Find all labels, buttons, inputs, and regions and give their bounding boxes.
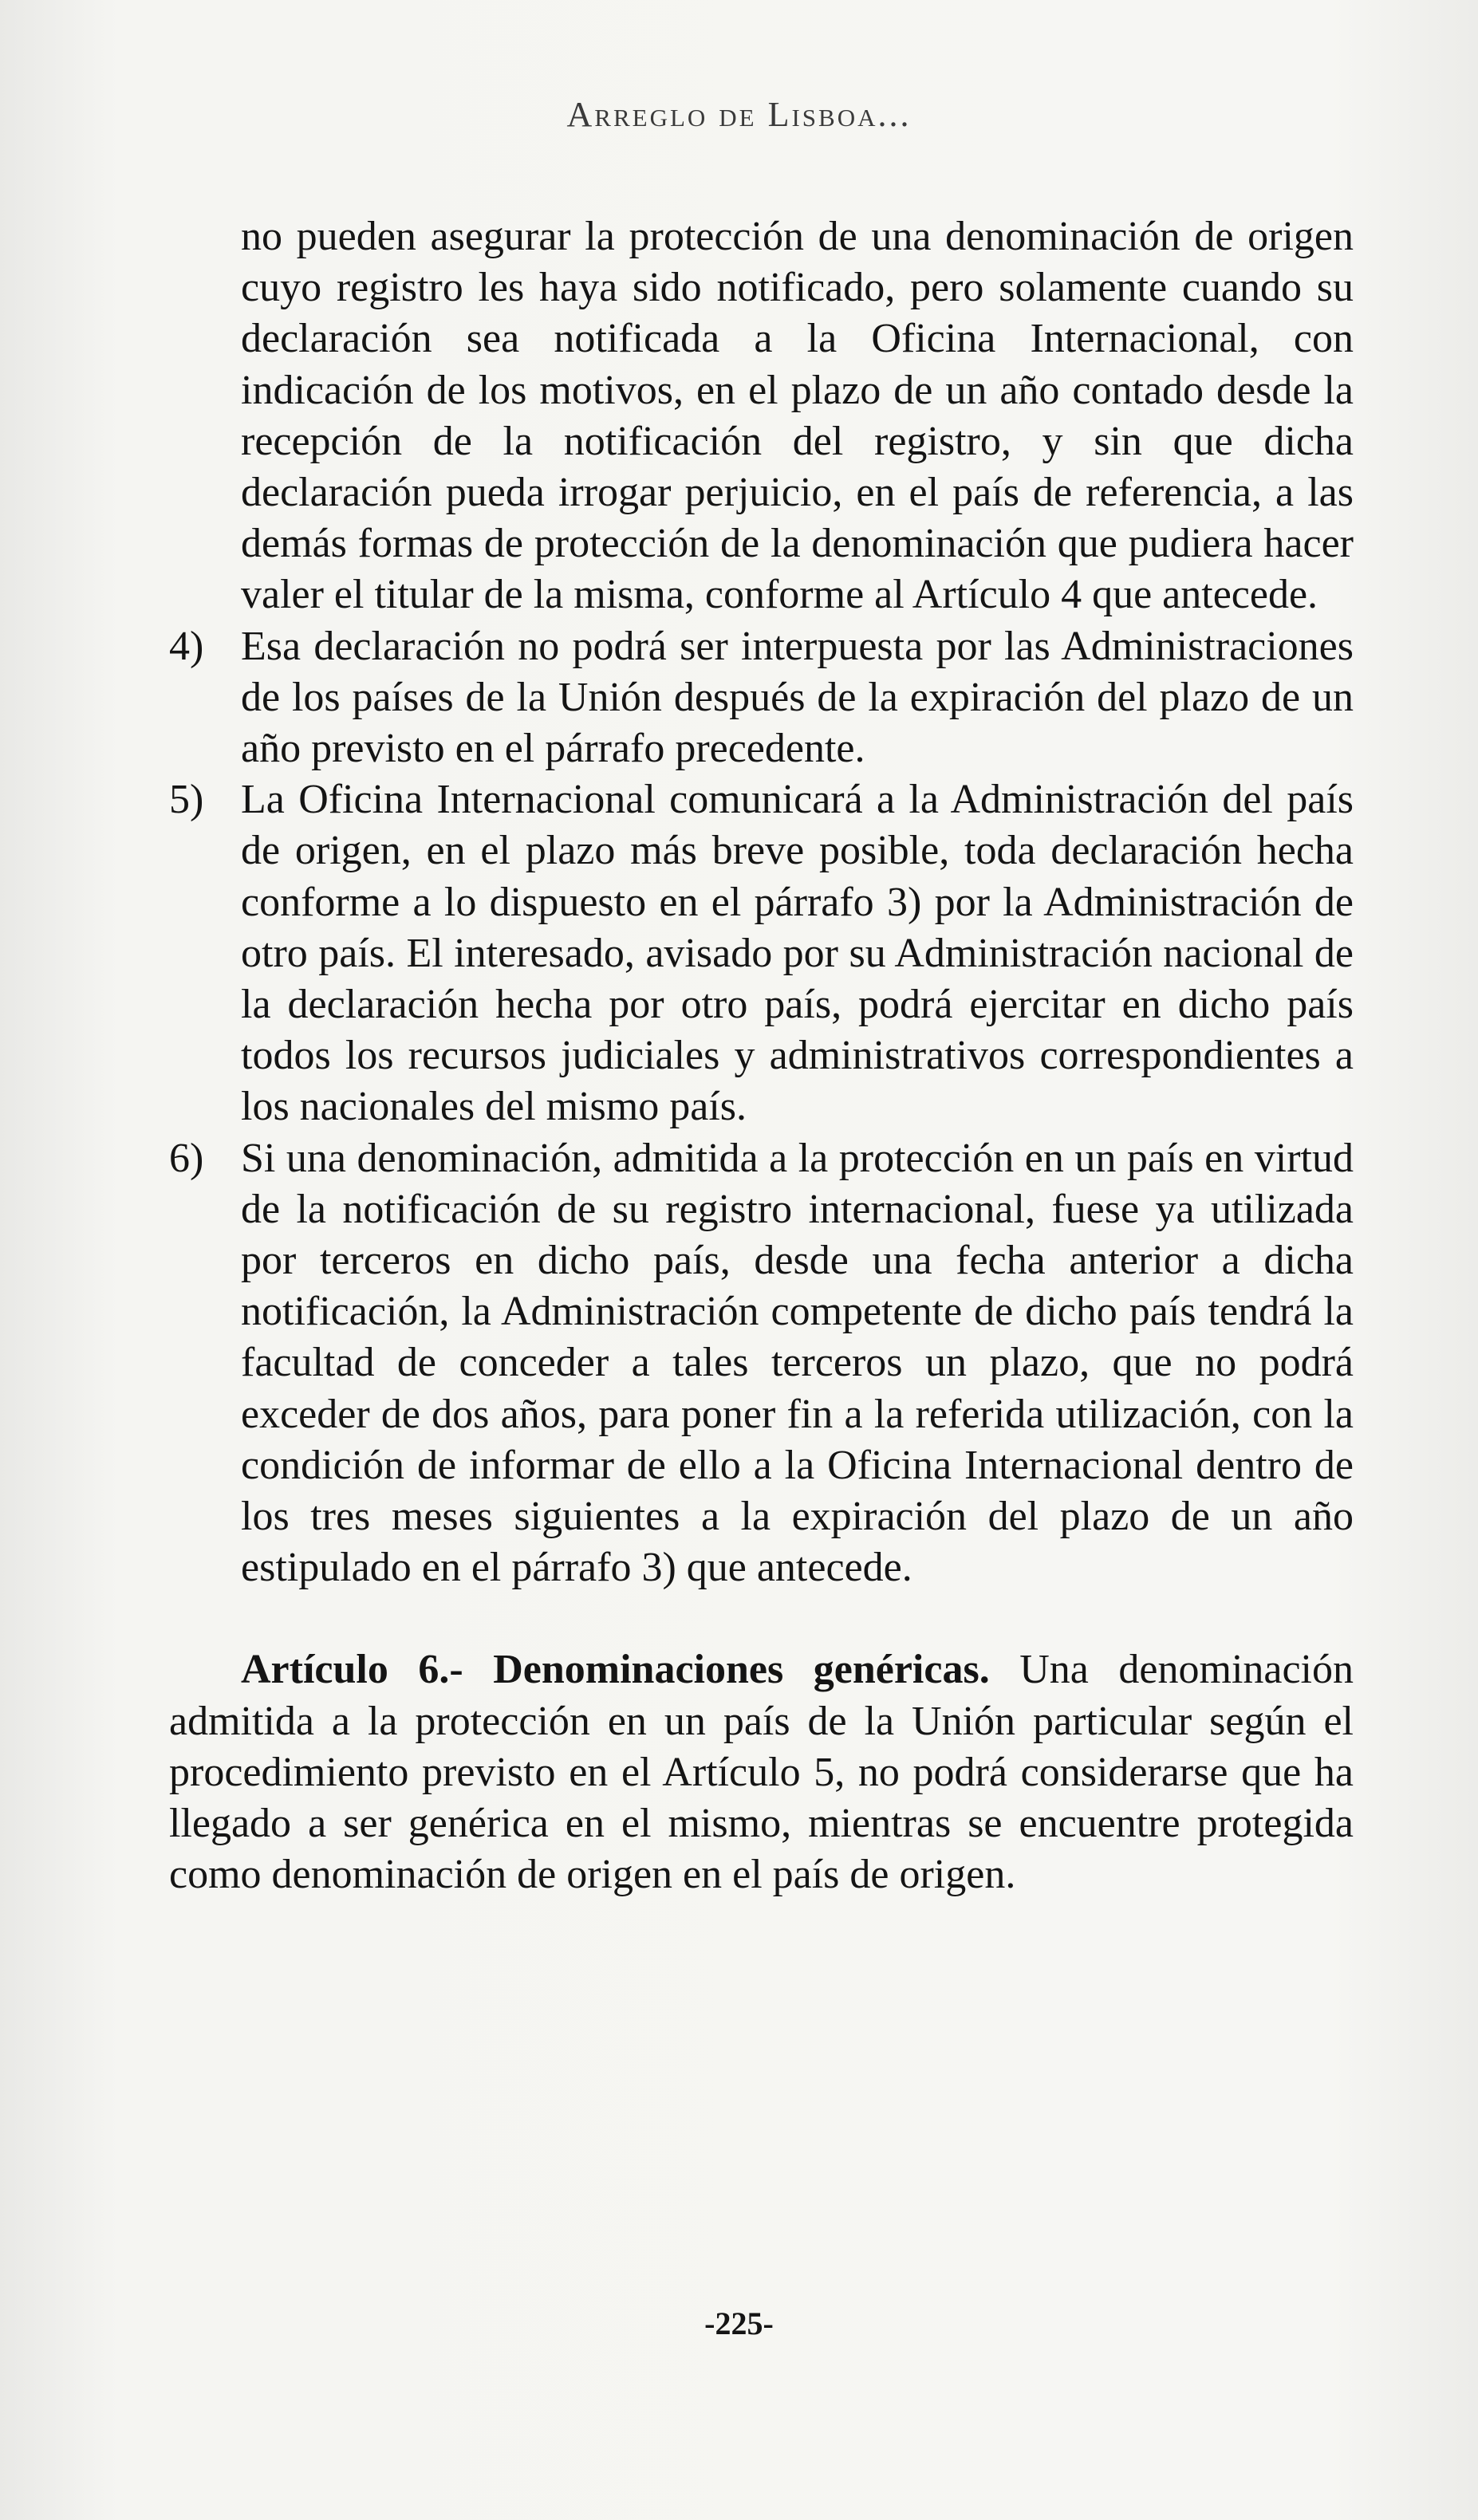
item-text: La Oficina Internacional comunicará a la Administración del país de origen, en el plazo más breve posible, toda declaración hecha conforme a lo dispuesto en el párrafo 3) por la Administración de otro país. El interesado, avisado por su Administración nacional de la declaración hecha por otro país, podrá ejercitar en dicho país todos los recursos judiciales y administrativos correspondientes a los nacionales del mismo país.: [241, 777, 1354, 1130]
item-number: 6): [169, 1135, 204, 1181]
running-head: Arreglo de Lisboa...: [566, 95, 912, 134]
article-6-text: Una denominación admitida a la protección en un país de la Unión particular según el procedimiento previsto en el Artículo 5, no podrá considerarse que ha llegado a ser genérica en el mismo, mientras se encuentre protegida como denominación de origen en el país de origen.: [169, 1647, 1354, 1898]
article-6-heading: Artículo 6.- Denominaciones genéricas.: [241, 1647, 990, 1693]
article-6-paragraph: [169, 1644, 1354, 1900]
item-text: Esa declaración no podrá ser interpuesta por las Administraciones de los países de la Unión después de la expiración del plazo de un año previsto en el párrafo precedente.: [241, 623, 1354, 772]
page-body: [169, 211, 1354, 1901]
list-item: [169, 1133, 1354, 1594]
item-text: Si una denominación, admitida a la protección en un país en virtud de la notificación de su registro internacional, fuese ya utilizada por terceros en dicho país, desde una fecha anterior a dicha notificación, la Administración competente de dicho país tendrá la facultad de conceder a tales terceros un plazo, que no podrá exceder de dos años, para poner fin a la referida utilización, con la condición de informar de ello a la Oficina Internacional dentro de los tres meses siguientes a la expiración del plazo de un año estipulado en el párrafo 3) que antecede.: [241, 1135, 1354, 1591]
paragraph-continuation: no pueden asegurar la protección de una denominación de origen cuyo registro les haya sido notificado, pero solamente cuando su declaración sea notificada a la Oficina Internacional, con indicación de los motivos, en el plazo de un año contado desde la recepción de la notificación del registro, y sin que dicha declaración pueda irrogar perjuicio, en el país de referencia, a las demás formas de protección de la denominación que pudiera hacer valer el titular de la misma, conforme al Artículo 4 que antecede.: [241, 214, 1354, 618]
page-number: -225-: [704, 2305, 774, 2341]
item-number: 4): [169, 623, 204, 669]
list-item: [169, 621, 1354, 775]
list-item: [169, 774, 1354, 1132]
item-number: 5): [169, 777, 204, 823]
